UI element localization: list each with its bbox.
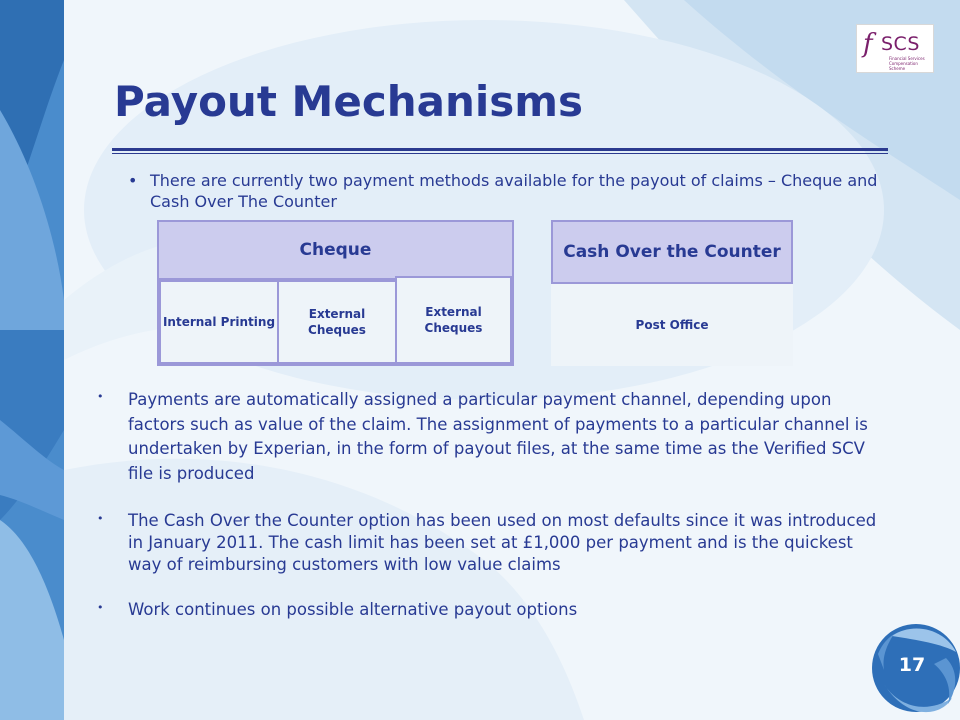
cheque-header: Cheque bbox=[159, 222, 512, 280]
logo-mark: f bbox=[863, 29, 873, 59]
bullet-text-cash-over-counter: The Cash Over the Counter option has been used on most defaults since it was introduced in January 2011. The cash limit has been set at £1,000 per payment and is the quickest way of reimbursing customers with low value claims bbox=[128, 511, 877, 574]
cheque-cell-internal-printing: Internal Printing bbox=[159, 280, 279, 364]
title-underline-thin bbox=[112, 153, 888, 154]
intro-bullet-dot: • bbox=[128, 171, 138, 190]
logo-wordmark: SCS bbox=[881, 33, 920, 55]
bullet-text-payment-channel: Payments are automatically assigned a particular payment channel, depending upon factors such as value of the claim. The assignment of payments to a particular channel is undertaken by Experian, in the form of payout files, at the same time as the Verified SCV file is produced bbox=[128, 390, 868, 483]
cash-over-counter-box bbox=[551, 220, 793, 366]
fscs-logo bbox=[856, 24, 934, 73]
bullet-dot: • bbox=[97, 512, 104, 525]
left-decorative-band bbox=[0, 0, 64, 720]
cash-over-counter-header: Cash Over the Counter bbox=[553, 222, 791, 284]
cheque-cell-external-cheques-2: External Cheques bbox=[395, 276, 512, 364]
cash-cell-post-office: Post Office bbox=[551, 282, 793, 366]
logo-tagline: Financial Services Compensation Scheme bbox=[889, 56, 925, 71]
bullet-text-alternative-options: Work continues on possible alternative payout options bbox=[128, 600, 578, 619]
title-underline bbox=[112, 148, 888, 151]
intro-text: There are currently two payment methods available for the payout of claims – Cheque and Cash Over The Counter bbox=[150, 171, 878, 211]
cheque-box bbox=[157, 220, 514, 366]
cheque-cell-external-cheques: External Cheques bbox=[277, 280, 397, 364]
bullet-dot: • bbox=[97, 390, 104, 403]
bullet-dot: • bbox=[97, 601, 104, 614]
slide-title: Payout Mechanisms bbox=[114, 77, 584, 126]
page-number: 17 bbox=[898, 654, 926, 676]
